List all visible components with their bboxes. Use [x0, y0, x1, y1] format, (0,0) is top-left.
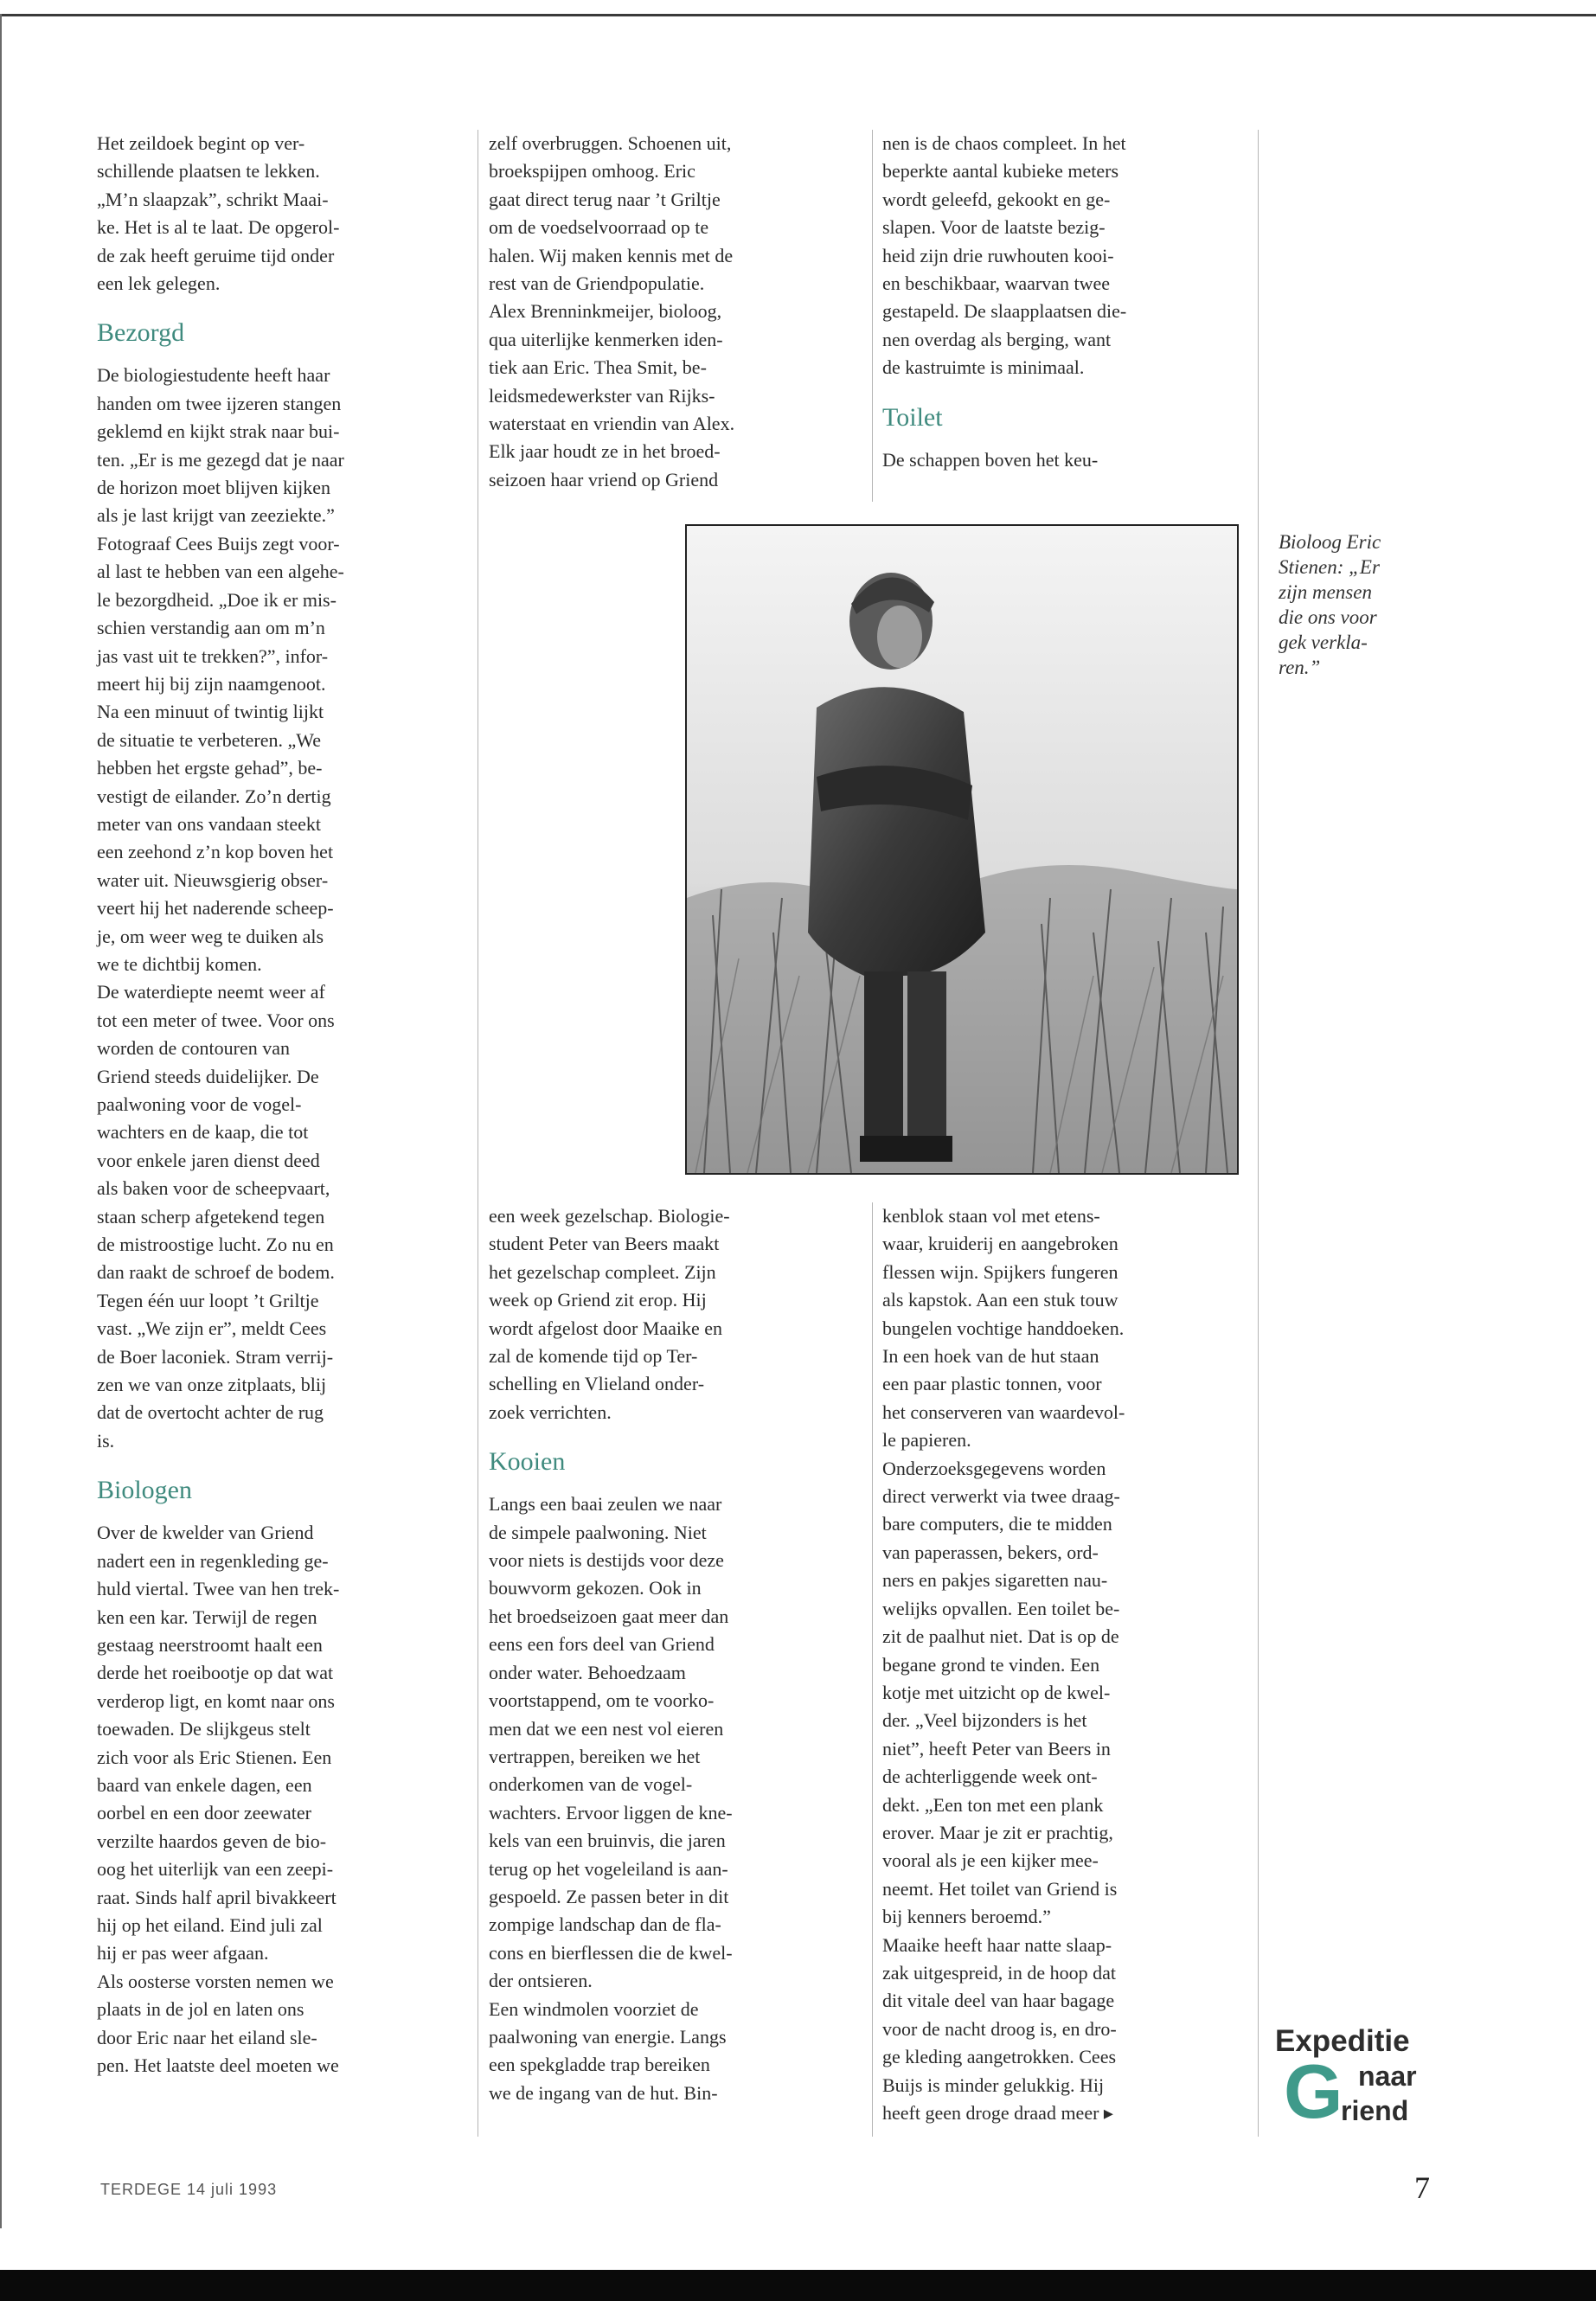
left-scan-edge — [0, 14, 2, 2228]
expeditie-griend-logo — [1272, 2024, 1445, 2134]
column-2-top — [489, 130, 852, 494]
column-3-top — [882, 130, 1246, 474]
column-2-bottom — [489, 1202, 852, 2107]
paragraph: De biologiestudente heeft haar handen om twee ijzeren stangen geklemd en kijkt strak naar bui- ten. „Er is me gezegd dat je naar de horizon moet blijven kijken als je last krijgt van zeeziekte.” Fotograaf Cees Buijs zegt voor- al last te hebben van een algehe- le bezorgdheid. „Doe ik er mis- schien verstandig aan om m’n jas vast uit te trekken?”, infor- meert hij bij zijn naamgenoot. Na een minuut of twintig lijkt de situatie te verbeteren. „We hebben het ergste gehad”, be- vestigt de eilander. Zo’n dertig meter van ons vandaan steekt een zeehond z’n kop boven het water uit. Nieuwsgierig obser- veert hij het naderende scheep- je, om weer weg te duiken als we te dichtbij komen. De waterdiepte neemt weer af tot een meter of twee. Voor ons worden de contouren van Griend steeds duidelijker. De paalwoning voor de vogel- wachters en de kaap, die tot voor enkele jaren dienst deed als baken voor de scheepvaart, staan scherp afgetekend tegen de mistroostige lucht. Zo nu en dan raakt de schroef de bodem. Tegen één uur loopt ’t Griltje vast. „We zijn er”, meldt Cees de Boer laconiek. Stram verrij- zen we van onze zitplaats, blij dat de overtocht achter de rug is. — [97, 364, 344, 1452]
page-number: 7 — [1414, 2170, 1430, 2205]
paragraph: Langs een baai zeulen we naar de simpele paalwoning. Niet voor niets is destijds voor deze bouwvorm gekozen. Ook in het broedseizoen gaat meer dan eens een fors deel van Griend onder water. Behoedzaam voortstappend, om te voorko- men dat we een nest vol eieren vertrappen, bereiken we het onderkomen van de vogel- wachters. Ervoor liggen de kne- kels van een bruinvis, die jaren terug op het vogeleiland is aan- gespoeld. Ze passen beter in dit zompige landschap dan de fla- cons en bierflessen die de kwel- der ontsieren. Een windmolen voorziet de paalwoning van energie. Langs een spekgladde trap bereiken we de ingang van de hut. Bin- — [489, 1493, 733, 2104]
footer-publication: TERDEGE 14 juli 1993 — [100, 2181, 278, 2198]
top-rule — [0, 14, 1596, 16]
paragraph: kenblok staan vol met etens- waar, kruiderij en aangebroken flessen wijn. Spijkers fungeren als kapstok. Aan een stuk touw bungelen vochtige handdoeken. In een hoek van de hut staan een paar plastic tonnen, voor het conserveren van waardevol- le papieren. Onderzoeksgegevens worden direct verwerkt via twee draag- bare computers, die te midden van paperassen, bekers, ord- ners en pakjes sigaretten nau- welijks opvallen. Een toilet be- zit de paalhut niet. Dat is op de begane grond te vinden. Een kotje met uitzicht op de kwel- der. „Veel bijzonders is het niet”, heeft Peter van Beers in de achterliggende week ont- dekt. „Een ton met een plank erover. Maar je zit er prachtig, vooral als je een kijker mee- neemt. Het toilet van Griend is bij kenners beroemd.” Maaike heeft haar natte slaap- zak uitgespreid, in de hoop dat dit vitale deel van haar bagage voor de nacht droog is, en dro- ge kleding aangetrokken. Cees Buijs is minder gelukkig. Hij heeft geen droge draad meer ▸ — [882, 1205, 1125, 2124]
section-heading-toilet: Toilet — [882, 402, 943, 432]
column-divider — [1258, 130, 1259, 2137]
paragraph: De schappen boven het keu- — [882, 448, 1099, 471]
photo-illustration — [687, 526, 1237, 1173]
photo-biologist — [685, 524, 1239, 1175]
paragraph: nen is de chaos compleet. In het beperkte aantal kubieke meters wordt geleefd, gekookt en ge- slapen. Voor de laatste bezig- heid zijn drie ruwhouten kooi- en beschikbaar, waarvan twee gestapeld. De slaapplaatsen die- nen overdag als berging, want de kastruimte is minimaal. — [882, 132, 1127, 379]
column-divider — [872, 1202, 873, 2137]
paragraph: Over de kwelder van Griend nadert een in regenkleding ge- huld viertal. Twee van hen trek- ken een kar. Terwijl de regen gestaag neerstroomt haalt een derde het roeibootje op dat wat verderop ligt, en komt naar ons toewaden. De slijkgeus stelt zich voor als Eric Stienen. Een baard van enkele dagen, een oorbel en een door zeewater verzilte haardos geven de bio- oog het uiterlijk van een zeepi- raat. Sinds half april bivakkeert hij op het eiland. Eind juli zal hij er pas weer afgaan. Als oosterse vorsten nemen we plaats in de jol en laten ons door Eric naar het eiland sle- pen. Het laatste deel moeten we — [97, 1522, 340, 2076]
bottom-scan-bar — [0, 2270, 1596, 2301]
logo-letter-g: G — [1284, 2048, 1343, 2134]
section-heading-kooien: Kooien — [489, 1447, 566, 1477]
section-heading-biologen: Biologen — [97, 1476, 192, 1505]
logo-line-riend: riend — [1341, 2095, 1409, 2126]
paragraph: zelf overbruggen. Schoenen uit, broekspijpen omhoog. Eric gaat direct terug naar ’t Griltje om de voedselvoorraad op te halen. Wij maken kennis met de rest van de Griendpopulatie. Alex Brenninkmeijer, bioloog, qua uiterlijke kenmerken iden- tiek aan Eric. Thea Smit, be- leidsmedewerkster van Rijks- waterstaat en vriendin van Alex. Elk jaar houdt ze in het broed- seizoen haar vriend op Griend — [489, 132, 735, 490]
logo-line-naar: naar — [1358, 2061, 1417, 2092]
paragraph: een week gezelschap. Biologie- student Peter van Beers maakt het gezelschap compleet. Zijn week op Griend zit erop. Hij wordt afgelost door Maaike en zal de komende tijd op Ter- schelling en Vlieland onder- zoek verrichten. — [489, 1205, 730, 1423]
logo-line-expeditie: Expeditie — [1275, 2024, 1410, 2058]
column-1 — [97, 130, 460, 2080]
section-heading-bezorgd: Bezorgd — [97, 318, 185, 348]
column-divider — [872, 130, 873, 502]
column-3-bottom — [882, 1202, 1246, 2127]
photo-caption: Bioloog Eric Stienen: „Er zijn mensen die ons voor gek verkla- ren.” — [1279, 531, 1381, 678]
paragraph: Het zeildoek begint op ver- schillende plaatsen te lekken. „M’n slaapzak”, schrikt Maai- ke. Het is al te laat. De opgerol- de zak heeft geruime tijd onder een lek gelegen. — [97, 132, 340, 295]
